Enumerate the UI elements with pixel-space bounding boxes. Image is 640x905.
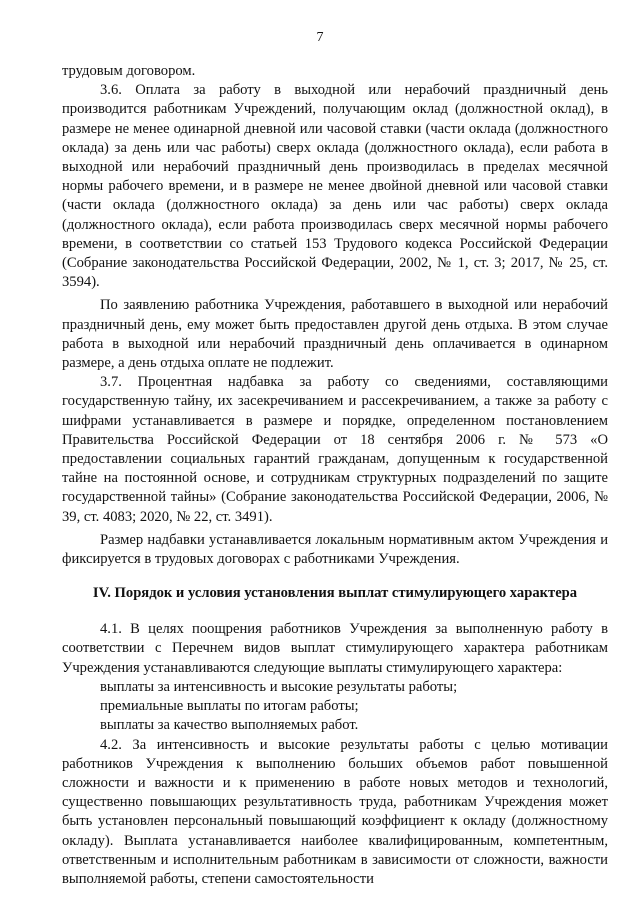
- paragraph-3-7: 3.7. Процентная надбавка за работу со сведениями, составляющими государственную тайну, их засекречиванием и рассекречиванием, а также за работу с шифрами устанавливается в размере и порядке, определенном постановлением Правительства Российской Федерации от 18 сентября 2006 г. № 573 «О предоставлении социальных гарантий гражданам, допущенным к государственной тайне на постоянной основе, и сотрудникам структурных подразделений по защите государственной тайны» (Собрание законодательства Российской Федерации, 2006, № 39, ст. 4083; 2020, № 22, ст. 3491).: [62, 374, 608, 525]
- paragraph-3-6: 3.6. Оплата за работу в выходной или нерабочий праздничный день производится работникам Учреждений, получающим оклад (должностной оклад), в размере не менее одинарной дневной или часовой ставки (части оклада (должностного оклада) за день или час работы) сверх оклада (должностного оклада), если работа в выходной или нерабочий праздничный день производилась в пределах месячной нормы рабочего времени, и в размере не менее двойной дневной или часовой ставки (части оклада (должностного оклада) за день или час работы) сверх оклада (должностного оклада), если работа производилась сверх месячной нормы рабочего времени, в соответствии со статьей 153 Трудового кодекса Российской Федерации (Собрание законодательства Российской Федерации, 2002, № 1, ст. 3; 2017, № 25, ст. 3594).: [62, 82, 608, 291]
- paragraph-4-1: 4.1. В целях поощрения работников Учреждения за выполненную работу в соответствии с Перечнем видов выплат стимулирующего характера работникам Учреждения устанавливаются следующие выплаты стимулирующего характера:: [62, 621, 608, 676]
- list-item: выплаты за качество выполняемых работ.: [100, 717, 359, 734]
- page-number: 7: [316, 30, 324, 45]
- section-heading: IV. Порядок и условия установления выплат стимулирующего характера: [92, 585, 578, 602]
- list-item: выплаты за интенсивность и высокие результаты работы;: [100, 678, 458, 695]
- payments-list: [62, 678, 608, 736]
- document-body: [62, 62, 608, 889]
- paragraph-allowance-size: Размер надбавки устанавливается локальным нормативным актом Учреждения и фиксируется в трудовых договорах с работниками Учреждения.: [62, 531, 608, 568]
- paragraph-day-off: По заявлению работника Учреждения, работавшего в выходной или нерабочий праздничный день, ему может быть предоставлен другой день отдыха. В этом случае работа в выходной или нерабочий праздничный день оплачивается в одинарном размере, а день отдыха оплате не подлежит.: [62, 297, 608, 372]
- list-item: премиальные выплаты по итогам работы;: [100, 698, 359, 715]
- paragraph-continuation: трудовым договором.: [62, 63, 196, 79]
- paragraph-4-2: 4.2. За интенсивность и высокие результаты работы с целью мотивации работников Учреждения к выполнению больших объемов работ повышенной сложности и важности и к применению в работе новых методов и технологий, существенно повышающих результативность труда, работникам Учреждения может быть установлен персональный повышающий коэффициент к окладу (должностному окладу). Выплата устанавливается наиболее квалифицированным, компетентным, ответственным и исполнительным работникам в зависимости от сложности, важности выполняемой работы, степени самостоятельности: [62, 736, 608, 887]
